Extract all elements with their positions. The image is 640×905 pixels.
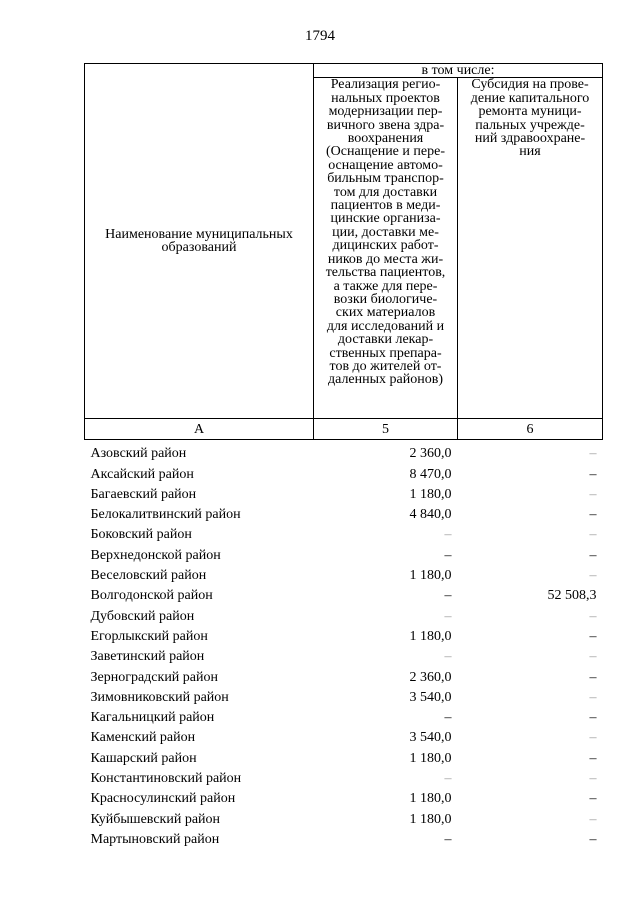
value-column-5: 1 180,0 [409,568,452,584]
value-column-6: – [589,446,597,462]
municipality-name: Верхнедонской район [90,547,221,563]
table-row [85,461,603,481]
table-row [85,725,603,745]
value-column-6: – [589,649,597,665]
value-column-5: – [444,649,452,665]
value-column-6: – [589,689,597,705]
header-including-group: в том числе: [314,64,603,78]
value-column-5: 1 180,0 [409,791,452,807]
header-column-6 [458,78,603,419]
municipality-name: Константиновский район [90,771,242,787]
value-column-5: 3 540,0 [409,689,452,705]
value-column-6: – [589,527,597,543]
value-column-6: – [589,750,597,766]
municipality-name: Егорлыкский район [90,628,208,644]
value-column-5: – [444,831,452,847]
index-column-5: 5 [314,419,458,440]
value-column-6: – [589,730,597,746]
value-column-6: 52 508,3 [547,588,597,604]
municipality-name: Боковский район [90,527,192,543]
value-column-5: – [444,608,452,624]
table-row [85,826,603,846]
table-row [85,623,603,643]
value-column-6: – [589,710,597,726]
value-column-5: 3 540,0 [409,730,452,746]
table-row [85,806,603,826]
value-column-6: – [589,547,597,563]
table-row [85,785,603,805]
value-column-5: 2 360,0 [409,446,452,462]
value-column-5: 4 840,0 [409,507,452,523]
value-column-6: – [589,466,597,482]
municipality-name: Багаевский район [90,486,197,502]
municipality-name: Белокалитвинский район [90,507,241,523]
table-row [85,562,603,582]
value-column-6: – [589,771,597,787]
value-column-6: – [589,811,597,827]
value-column-5: 1 180,0 [409,486,452,502]
value-column-5: – [444,710,452,726]
municipality-name: Аксайский район [90,466,194,482]
municipality-name: Мартыновский район [90,831,220,847]
header-column-5-text: Реализация регио- нальных проектов модернизации пер- вичного звена здра- воохранения (Оснащение и пере- оснащение автомо- бильным транспор- том для доставки пациентов в меди- цинские организа- ции, доставки ме- дицинских работ- ников до места жи- тельства пациентов, а также для пере- возки биологиче- ских материалов для исследований и доставки лекар- ственных препара- тов до жителей от- даленных районов) [325,77,446,388]
index-column-a: А [85,419,314,440]
value-column-6: – [589,791,597,807]
header-column-6-text: Субсидия на прове- дение капитального ремонта муници- пальных учрежде- ний здравоохране- ния [470,77,590,160]
header-municipality-name: Наименование муниципальных образований [85,64,314,419]
value-column-6: – [589,831,597,847]
municipality-name: Азовский район [90,446,187,462]
table-row [85,522,603,542]
table-row [85,745,603,765]
value-column-5: – [444,547,452,563]
value-column-5: 8 470,0 [409,466,452,482]
value-column-6: – [589,507,597,523]
municipality-name: Заветинский район [90,649,205,665]
value-column-6: – [589,628,597,644]
municipality-name: Каменский район [90,730,196,746]
value-column-5: 1 180,0 [409,811,452,827]
municipality-name: Волгодонской район [90,588,213,604]
index-column-6: 6 [458,419,603,440]
table-row [85,582,603,602]
table-row [85,542,603,562]
municipality-name: Красносулинский район [90,791,236,807]
municipality-name: Веселовский район [90,568,207,584]
page-number: 1794 [305,28,335,44]
value-column-5: 2 360,0 [409,669,452,685]
value-column-6: – [589,669,597,685]
table-row [85,704,603,724]
municipality-name: Дубовский район [90,608,195,624]
value-column-5: – [444,771,452,787]
table-row [85,684,603,704]
value-column-5: 1 180,0 [409,750,452,766]
value-column-6: – [589,486,597,502]
value-column-6: – [589,608,597,624]
table-body [85,440,603,846]
value-column-5: – [444,527,452,543]
municipality-name: Кашарский район [90,750,197,766]
header-column-5 [314,78,458,419]
table-row [85,765,603,785]
municipality-name: Зимовниковский район [90,689,229,705]
value-column-5: – [444,588,452,604]
subsidy-table [84,63,603,846]
table-row [85,664,603,684]
table-row [85,440,603,461]
value-column-5: 1 180,0 [409,628,452,644]
value-column-6: – [589,568,597,584]
table-row [85,603,603,623]
table-row [85,481,603,501]
table-row [85,643,603,663]
municipality-name: Зерноградский район [90,669,218,685]
municipality-name: Куйбышевский район [90,811,221,827]
municipality-name: Кагальницкий район [90,710,215,726]
table-row [85,501,603,521]
